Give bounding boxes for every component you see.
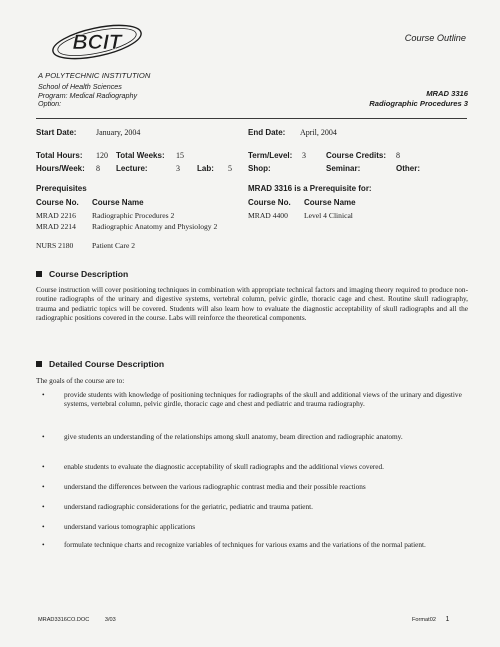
detailed-description-heading [36,359,164,369]
bullet-icon: • [42,390,45,399]
bullet-icon: • [42,502,45,511]
program-name: Program: Medical Radiography [38,90,138,100]
divider [36,118,467,119]
list-item-text: formulate technique charts and recognize variables of techniques for various exams and the variations of the normal patient. [64,540,426,549]
course-description-text: Course instruction will cover positioning techniques in combination with appropriate technical factors and imaging theory required to produce non-routine radiographs of the urinary and digestive systems, vertebral column, pelvic girdle, thoracic cage and chest. Routine skull radiography, trauma and pediatric topics will be covered. Students will also learn how to evaluate the diagnostic acceptability of skull radiographs and all the radiographic positions covered in the course. Labs will reinforce the theoretical components. [36,285,468,322]
prerequisites-heading: Prerequisites [36,184,87,193]
school-name: School of Health Sciences [38,82,122,91]
list-item-text: understand radiographic considerations for the geriatric, pediatric and trauma patient. [64,502,314,511]
goals-intro: The goals of the course are to: [36,376,125,385]
hours-week-label: Hours/Week: [36,164,85,173]
end-date-label: End Date: [248,128,286,137]
lecture-label: Lecture: [116,164,148,173]
prereq-for-col-course-no: Course No. [248,198,291,207]
document-title: Course Outline [404,33,466,43]
square-bullet-icon [36,361,42,367]
bullet-icon: • [42,482,45,491]
start-date-label: Start Date: [36,128,77,137]
lecture-value: 3 [176,164,180,173]
course-credits-value: 8 [396,151,400,160]
footer-right [412,616,449,623]
course-code: MRAD 3316 [426,89,468,98]
prereq-row-no: MRAD 2214 [36,222,76,231]
course-description-heading [36,269,128,279]
program-block [38,83,137,109]
other-label: Other: [396,164,420,173]
prereq-for-row-no: MRAD 4400 [248,211,288,220]
bullet-icon: • [42,522,45,531]
list-item-text: understand various tomographic applications [64,522,196,531]
end-date-value: April, 2004 [300,128,337,137]
prerequisite-for-heading: MRAD 3316 is a Prerequisite for: [248,184,372,193]
bullet-icon: • [42,540,45,549]
prereq-for-col-course-name: Course Name [304,198,356,207]
prereq-row-no: MRAD 2216 [36,211,76,220]
goals-list [36,390,468,570]
lab-value: 5 [228,164,232,173]
bullet-icon: • [42,462,45,471]
footer-file-name: MRAD3316CO.DOC [38,617,90,623]
lab-label: Lab: [197,164,214,173]
start-date-value: January, 2004 [96,128,141,137]
hours-week-value: 8 [96,164,100,173]
list-item-text: understand the differences between the various radiographic contrast media and their possible reactions [64,482,366,491]
list-item-text: give students an understanding of the relationships among skull anatomy, beam direction and radiographic anatomy. [64,432,403,441]
total-hours-value: 120 [96,151,108,160]
prereq-row-no: NURS 2180 [36,241,74,250]
course-description-title: Course Description [49,269,129,279]
page-number: 1 [445,616,450,623]
footer-date: 3/03 [104,617,116,623]
seminar-label: Seminar: [326,164,361,173]
detailed-description-title: Detailed Course Description [49,359,165,369]
prereq-for-row-name: Level 4 Clinical [304,211,353,220]
total-hours-label: Total Hours: [36,151,83,160]
prereq-col-course-name: Course Name [92,198,144,207]
term-level-label: Term/Level: [248,151,293,160]
term-level-value: 3 [302,151,306,160]
footer-format: Format02 [412,617,436,623]
total-weeks-label: Total Weeks: [116,151,165,160]
list-item-text: enable students to evaluate the diagnostic acceptability of skull radiographs and the additional views covered. [64,462,384,471]
tagline: A POLYTECHNIC INSTITUTION [38,71,151,80]
course-title: Radiographic Procedures 3 [369,98,468,108]
prereq-col-course-no: Course No. [36,198,79,207]
logo-text: BCIT [72,31,122,54]
bcit-logo [47,22,147,66]
prereq-row-name: Radiographic Anatomy and Physiology 2 [92,222,218,231]
total-weeks-value: 15 [176,151,184,160]
prereq-row-name: Radiographic Procedures 2 [92,211,175,220]
square-bullet-icon [36,271,42,277]
list-item-text: provide students with knowledge of positioning techniques for radiographs of the skull and additional views of the urinary and digestive systems, vertebral column, pelvic girdle, thoracic cage and chest and pediatric and trauma radiography. [64,390,462,409]
footer-left [38,617,116,623]
course-credits-label: Course Credits: [326,151,387,160]
course-heading [369,89,468,108]
option-label: Option: [38,99,62,109]
prereq-row-name: Patient Care 2 [92,241,136,250]
bullet-icon: • [42,432,45,441]
shop-label: Shop: [248,164,271,173]
